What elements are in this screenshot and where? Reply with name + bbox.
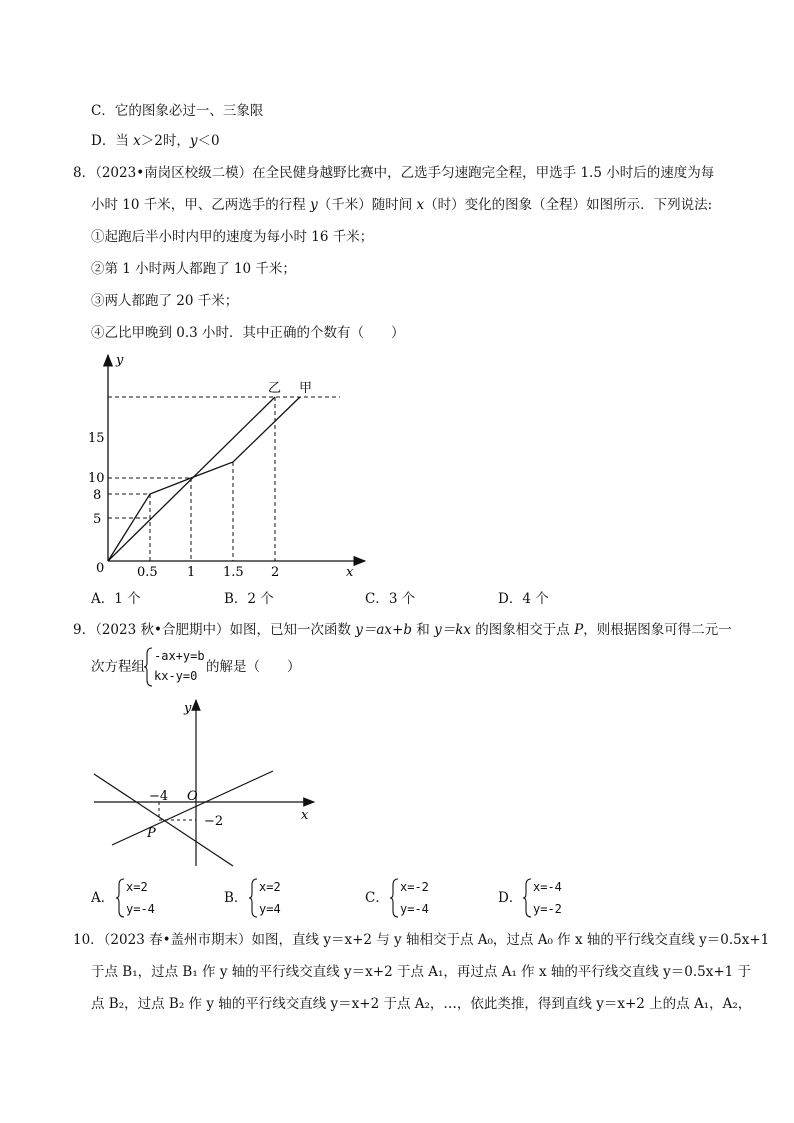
q9-brace-icon [144, 646, 154, 688]
q9-option-c-label: C． [365, 890, 389, 906]
q9-option-c-brace-icon [390, 877, 400, 919]
q9-origin: O [187, 789, 198, 804]
q8-option-c: C．3 个 [365, 591, 416, 607]
q9-option-b-system [249, 877, 319, 919]
q9-option-a-eq1: x=2 [126, 880, 148, 894]
q9-option-c-eq1: x=-2 [400, 880, 429, 894]
q9-option-b-eq2: y=4 [259, 902, 281, 916]
q8-statement-4: ④乙比甲晚到 0.3 小时．其中正确的个数有（ ） [91, 325, 405, 341]
q9-option-d-eq2: y=-2 [533, 902, 562, 916]
q9-stem-line1: 9．（2023 秋•合肥期中）如图，已知一次函数 y＝ax+b 和 y＝kx 的图象相交于点 P，则根据图象可得二元一 [73, 622, 732, 638]
q9-option-a-brace-icon [116, 877, 126, 919]
q8-xtick-2: 2 [271, 565, 280, 580]
q9-option-a-label: A． [91, 890, 115, 906]
q9-option-d-eq1: x=-4 [533, 880, 562, 894]
q9-x-label: x [301, 808, 309, 823]
q10-stem-line2: 于点 B₁，过点 B₁ 作 y 轴的平行线交直线 y＝x+2 于点 A₁，再过点 A₁ 作 x 轴的平行线交直线 y＝0.5x+1 于 [91, 964, 752, 980]
q8-stem-line1: 8．（2023•南岗区校级二模）在全民健身越野比赛中，乙选手匀速跑完全程，甲选手 1.5 小时后的速度为每 [73, 165, 715, 181]
q8-series-jia [108, 397, 300, 561]
q9-option-b-brace-icon [249, 877, 259, 919]
q8-xtick-05: 0.5 [137, 565, 158, 580]
q9-x-mark: −4 [149, 789, 169, 804]
q9-stem-line2-a: 次方程组 [91, 659, 145, 675]
q8-option-a: A．1 个 [91, 591, 141, 607]
q8-ytick-5: 5 [93, 512, 102, 527]
q8-statement-3: ③两人都跑了 20 千米； [91, 293, 239, 309]
q9-point-label: P [147, 826, 156, 841]
q8-stem-line2: 小时 10 千米，甲、乙两选手的行程 y（千米）随时间 x（时）变化的图象（全程）如图所示．下列说法: [91, 197, 713, 213]
q9-option-a-eq2: y=-4 [126, 902, 155, 916]
q8-option-b: B．2 个 [224, 591, 274, 607]
q10-stem-line1: 10．（2023 春•盖州市期末）如图，直线 y＝x+2 与 y 轴相交于点 A₀，过点 A₀ 作 x 轴的平行线交直线 y＝0.5x+1 [73, 932, 770, 948]
q8-ytick-15: 15 [88, 431, 105, 446]
q8-xtick-15: 1.5 [223, 565, 244, 580]
q8-statement-1: ①起跑后半小时内甲的速度为每小时 16 千米； [91, 229, 374, 245]
q8-ytick-8: 8 [93, 488, 102, 503]
q7-option-d: D．当 x＞2时，y＜0 [91, 133, 220, 149]
q8-ytick-10: 10 [88, 471, 105, 486]
q9-option-a-system [116, 877, 186, 919]
q9-option-c-system [390, 877, 460, 919]
q8-origin: 0 [96, 561, 105, 576]
q9-option-b-eq1: x=2 [259, 880, 281, 894]
q8-xtick-1: 1 [187, 565, 196, 580]
q8-y-label: y [116, 353, 124, 368]
q9-eq-1: -ax+y=b [154, 649, 205, 663]
q10-stem-line3: 点 B₂，过点 B₂ 作 y 轴的平行线交直线 y＝x+2 于点 A₂，…，依此类推，得到直线 y＝x+2 上的点 A₁，A₂， [91, 996, 752, 1012]
q8-label-yi: 乙 [268, 381, 282, 396]
q9-graph [90, 696, 330, 868]
q8-label-jia: 甲 [299, 381, 313, 396]
q8-statement-2: ②第 1 小时两人都跑了 10 千米； [91, 261, 296, 277]
q8-option-d: D．4 个 [498, 591, 549, 607]
q9-option-b-label: B． [224, 890, 248, 906]
q7-option-c: C．它的图象必过一、三象限 [91, 103, 264, 119]
q9-option-d-brace-icon [523, 877, 533, 919]
q8-x-label: x [346, 565, 354, 580]
q9-option-c-eq2: y=-4 [400, 902, 429, 916]
q9-option-d-system [523, 877, 593, 919]
q9-stem-line2-b: 的解是（ ） [206, 659, 301, 675]
q9-line-kx [112, 771, 273, 845]
q9-option-d-label: D． [498, 890, 523, 906]
q9-y-label: y [184, 701, 192, 716]
q9-y-mark: −2 [204, 814, 224, 829]
q9-eq-2: kx-y=0 [154, 669, 198, 683]
q8-graph [80, 350, 380, 585]
